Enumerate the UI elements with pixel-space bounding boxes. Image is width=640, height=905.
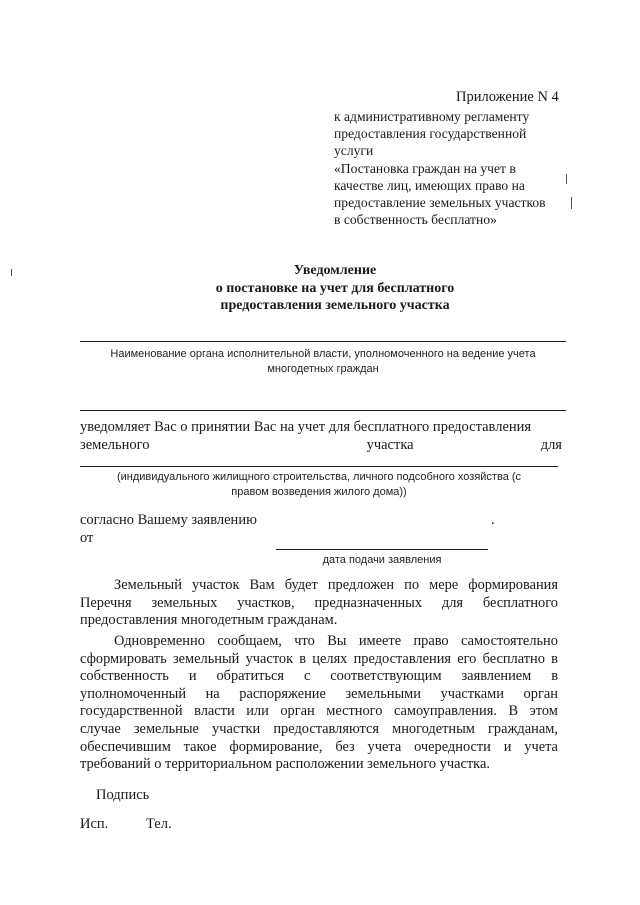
date-line <box>276 549 488 550</box>
paragraph-word: самоуправления. <box>393 703 497 720</box>
appendix-line: услуги <box>334 143 374 159</box>
paragraph-word: имеете <box>358 633 402 649</box>
paragraph-word: право <box>413 633 449 649</box>
paragraph-word: случае <box>80 720 121 737</box>
paragraph-word: формирования <box>468 577 558 593</box>
appendix-description <box>334 108 584 228</box>
signature-label: Подпись <box>96 787 150 803</box>
scan-speck <box>571 197 572 209</box>
paragraph-word: участки <box>212 720 261 737</box>
paragraph-word: участок <box>191 577 240 593</box>
paragraph-word: или <box>246 703 269 720</box>
phone-label: Тел. <box>146 816 172 832</box>
paragraph-word: уполномоченный <box>80 685 187 702</box>
blank-line <box>80 410 566 411</box>
paragraph-word: такое <box>183 738 217 755</box>
notice-word: участка <box>366 437 414 453</box>
paragraph-word: мере <box>429 577 459 593</box>
paragraph-word: в <box>299 650 307 667</box>
paragraph-word: предназначенных <box>314 594 423 611</box>
paragraph-word: собственность <box>80 668 169 685</box>
paragraph-word: очередности <box>414 738 491 755</box>
paragraph-word: и <box>188 668 197 685</box>
purpose-line <box>80 466 558 467</box>
paragraph-word: для <box>441 594 464 611</box>
paragraph-line <box>80 633 558 651</box>
paragraph-word: распоряжение <box>239 685 326 702</box>
paragraph-word: будет <box>284 577 318 593</box>
paragraph-word: требований о территориальном расположении земельного участка. <box>80 756 490 773</box>
paragraph-line <box>80 703 558 721</box>
paragraph-word: учета <box>367 738 402 755</box>
paragraph-word: орган <box>280 703 315 720</box>
paragraph-word: соответствующим <box>330 668 442 685</box>
notice-line <box>80 436 562 454</box>
paragraph-word: государственной <box>80 703 183 720</box>
appendix-line: «Постановка граждан на учет в <box>334 160 516 176</box>
heading-subtitle-line: о постановке на учет для бесплатного <box>215 280 455 296</box>
paragraph-word: Вы <box>327 633 347 649</box>
paragraph-word: предоставления многодетным гражданам. <box>80 612 338 629</box>
authority-caption-line: многодетных граждан <box>267 363 379 375</box>
paragraph-word: этом <box>529 703 558 720</box>
paragraph-word: целях <box>312 650 348 667</box>
paragraph-word: участок <box>245 650 294 667</box>
appendix-title: Приложение N 4 <box>456 89 559 105</box>
paragraph-word: участками <box>440 685 504 702</box>
appendix-line: в собственность бесплатно» <box>334 212 497 228</box>
paragraph-word: без <box>335 738 355 755</box>
paragraph-word: земельный <box>172 650 240 667</box>
application-dot: . <box>491 512 495 528</box>
paragraph-word: его <box>457 650 477 667</box>
paragraph-word: Одновременно <box>114 633 205 649</box>
date-caption: дата подачи заявления <box>322 554 442 566</box>
executor-label: Исп. <box>80 816 109 832</box>
paragraph-word: гражданам, <box>488 720 558 737</box>
appendix-line: предоставления государственной <box>334 126 527 142</box>
paragraph-word: учета <box>524 738 558 755</box>
scan-speck <box>11 269 12 276</box>
notice-line-text: уведомляет Вас о принятии Вас на учет для бесплатного предоставления <box>80 419 532 435</box>
paragraph-line <box>80 612 558 630</box>
paragraph-line <box>80 721 558 739</box>
paragraph-word: предложен <box>327 577 395 593</box>
notice-word: для <box>540 437 562 453</box>
paragraph-word: Перечня <box>80 594 132 611</box>
notice-text <box>80 418 562 454</box>
paragraph-word: обеспечившим <box>80 738 171 755</box>
paragraph-word: самостоятельно <box>461 633 558 649</box>
paragraph-word: заявлением <box>461 668 532 685</box>
purpose-caption-line: правом возведения жилого дома)) <box>231 486 407 498</box>
paragraph-word: с <box>303 668 311 685</box>
paragraph-availability <box>80 577 558 630</box>
paragraph-word: земельными <box>345 685 421 702</box>
application-text: согласно Вашему заявлению <box>80 512 257 528</box>
paragraph-self-formation <box>80 633 558 774</box>
paragraph-word: предоставления <box>353 650 452 667</box>
paragraph-word: Вам <box>249 577 275 593</box>
appendix-line: к административному регламенту <box>334 109 530 124</box>
paragraph-word: что <box>294 633 315 649</box>
paragraph-word: власти <box>194 703 235 720</box>
paragraph-word: сообщаем, <box>217 633 282 649</box>
paragraph-word: В <box>508 703 519 720</box>
paragraph-word: и <box>503 738 512 755</box>
paragraph-line <box>80 686 558 704</box>
notice-word: земельного <box>80 437 150 453</box>
scan-speck <box>566 174 567 184</box>
paragraph-word: орган <box>523 685 558 702</box>
paragraph-line <box>80 651 558 669</box>
authority-caption <box>80 347 566 377</box>
paragraph-line <box>80 668 558 686</box>
application-from: от <box>80 530 94 546</box>
authority-caption-line: Наименование органа исполнительной власти, уполномоченного на ведение учета <box>110 348 536 360</box>
paragraph-word: в <box>551 668 558 685</box>
appendix-line: предоставление земельных участков <box>334 195 546 211</box>
paragraph-line <box>80 595 558 613</box>
paragraph-word: бесплатного <box>482 594 558 611</box>
paragraph-word: Земельный <box>114 577 182 593</box>
paragraph-word: обратиться <box>216 668 285 685</box>
paragraph-word: предоставляются <box>273 720 379 737</box>
paragraph-word: земельные <box>133 720 199 737</box>
paragraph-word: местного <box>326 703 383 720</box>
paragraph-word: в <box>551 650 558 667</box>
paragraph-word: участков, <box>237 594 295 611</box>
heading-subtitle-line: предоставления земельного участка <box>220 298 450 313</box>
paragraph-line <box>80 739 558 757</box>
paragraph-word: многодетным <box>392 720 475 737</box>
document-heading <box>80 262 590 315</box>
notice-line <box>80 418 562 436</box>
paragraph-word: формирование, <box>229 738 323 755</box>
paragraph-word: бесплатно <box>482 650 545 667</box>
paragraph-word: сформировать <box>80 650 167 667</box>
paragraph-word: на <box>205 685 220 702</box>
purpose-caption <box>80 470 558 500</box>
purpose-caption-line: (индивидуального жилищного строительства, личного подсобного хозяйства (с <box>116 471 522 483</box>
paragraph-word: земельных <box>151 594 218 611</box>
paragraph-line <box>80 756 558 774</box>
paragraph-line <box>80 577 558 595</box>
paragraph-word: по <box>404 577 420 593</box>
appendix-line: качестве лиц, имеющих право на <box>334 177 525 193</box>
authority-name-line <box>80 341 566 342</box>
heading-title: Уведомление <box>293 263 377 278</box>
